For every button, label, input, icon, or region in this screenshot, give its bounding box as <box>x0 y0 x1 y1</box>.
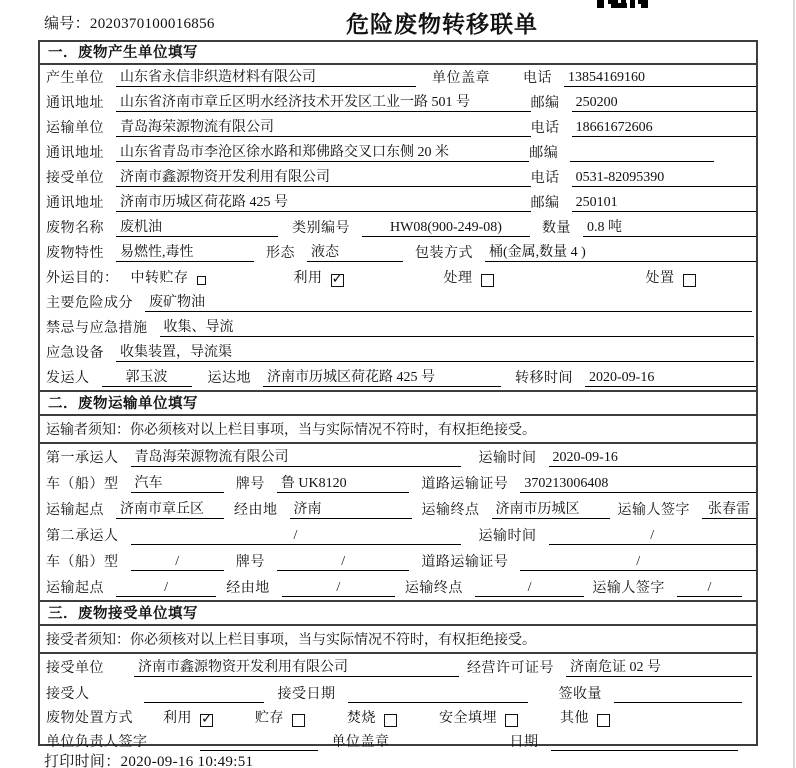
quantity-label: 数量 <box>542 221 571 236</box>
packing-label: 包装方式 <box>415 246 473 261</box>
producer-value: 山东省永信非织造材料有限公司 <box>116 69 416 87</box>
origin2-value: / <box>116 579 216 597</box>
quantity-value: 0.8 吨 <box>583 219 756 237</box>
waste-traits-label: 废物特性 <box>46 246 104 261</box>
serial-number-line <box>44 12 215 33</box>
transporter-value: 青岛海荣源物流有限公司 <box>116 119 531 137</box>
sign1-label: 运输人签字 <box>617 503 690 518</box>
receiver-value: 济南市鑫源物资开发利用有限公司 <box>116 169 531 187</box>
end1-value: 济南市历城区 <box>492 501 610 519</box>
section3-header: 三．废物接受单位填写 <box>40 600 756 626</box>
transporter-address-label: 通讯地址 <box>46 146 104 161</box>
carrier2-value: / <box>131 527 461 545</box>
recipient-row <box>40 680 756 706</box>
signed-amount-label: 签收量 <box>558 687 602 702</box>
manager-sign-label: 单位负责人签字 <box>46 735 148 750</box>
plate1-label: 牌号 <box>235 477 265 492</box>
disposal-landfill-label: 安全填埋 <box>439 711 497 726</box>
permit-label: 经营许可证号 <box>467 661 554 676</box>
disposal-store-label: 贮存 <box>255 711 284 726</box>
unit-seal-label: 单位盖章 <box>432 71 490 86</box>
equipment-row <box>40 340 756 365</box>
transporter-notice-row <box>40 416 756 444</box>
disposal-use-checkbox <box>200 714 213 727</box>
form-value: 液态 <box>307 244 403 262</box>
taboo-label: 禁忌与应急措施 <box>46 321 148 336</box>
disposal-landfill-checkbox <box>505 714 518 727</box>
disposal-burn-checkbox <box>384 714 397 727</box>
vehicle2-value: / <box>131 553 224 571</box>
vehicle1-value: 汽车 <box>131 475 224 493</box>
waste-name-row <box>40 215 756 240</box>
print-time-line <box>44 750 253 768</box>
disposal-method-row <box>40 706 756 730</box>
purpose-option-dispose-label: 处置 <box>645 271 675 286</box>
road-permit2-label: 道路运输证号 <box>421 555 509 570</box>
section2-header: 二．废物运输单位填写 <box>40 390 756 416</box>
carrier2-time-value: / <box>549 527 757 545</box>
road-permit1-label: 道路运输证号 <box>421 477 509 492</box>
equipment-label: 应急设备 <box>46 346 104 361</box>
receiver-notice-text: 接受者须知：你必须核对以上栏目事项，当与实际情况不符时，有权拒绝接受。 <box>46 633 536 648</box>
sign-date-label: 日期 <box>509 735 539 750</box>
receiver-zip-value: 250101 <box>572 194 756 212</box>
page-edge-divider <box>793 0 795 768</box>
destination-label: 运达地 <box>207 371 251 386</box>
origin1-value: 济南市章丘区 <box>116 501 224 519</box>
sign-date-value <box>551 734 739 751</box>
page-title: 危险废物转移联单 <box>346 12 538 37</box>
accepting-unit-value: 济南市鑫源物资开发利用有限公司 <box>134 659 459 677</box>
purpose-transfer-checkbox <box>197 276 206 285</box>
carrier2-row <box>40 522 756 548</box>
producer-zip-value: 250200 <box>572 94 756 112</box>
carrier2-time-label: 运输时间 <box>478 529 537 544</box>
receiver-row <box>40 165 756 190</box>
transporter-phone-label: 电话 <box>530 121 560 136</box>
producer-address-label: 通讯地址 <box>46 96 104 111</box>
recipient-value <box>144 686 264 703</box>
transporter-label: 运输单位 <box>46 121 104 136</box>
accepting-unit-row <box>40 654 756 680</box>
receiver-address-value: 济南市历城区荷花路 425 号 <box>116 194 531 212</box>
receiver-label: 接受单位 <box>46 171 104 186</box>
purpose-label: 外运目的： <box>46 271 119 286</box>
receiver-phone-value: 0531-82095390 <box>572 169 756 187</box>
receiver-zip-label: 邮编 <box>530 196 560 211</box>
vehicle1-row <box>40 470 756 496</box>
carrier1-value: 青岛海荣源物流有限公司 <box>131 449 461 467</box>
qr-code-fragment-icon <box>597 0 649 9</box>
producer-row <box>40 65 756 90</box>
producer-zip-label: 邮编 <box>530 96 560 111</box>
road-permit1-value: 370213006408 <box>520 475 756 493</box>
waste-name-value: 废机油 <box>116 219 278 237</box>
transporter-row <box>40 115 756 140</box>
producer-label: 产生单位 <box>46 71 104 86</box>
hazard-label: 主要危险成分 <box>46 296 133 311</box>
via2-value: / <box>282 579 395 597</box>
transfer-time-value: 2020-09-16 <box>585 369 756 387</box>
waste-name-label: 废物名称 <box>46 221 104 236</box>
via2-label: 经由地 <box>226 581 270 596</box>
purpose-use-checkbox <box>331 274 344 287</box>
vehicle2-label: 车（船）型 <box>46 555 119 570</box>
via1-label: 经由地 <box>234 503 278 518</box>
transfer-time-label: 转移时间 <box>515 371 573 386</box>
purpose-option-use-label: 利用 <box>293 271 323 286</box>
disposal-store-checkbox <box>292 714 305 727</box>
unit-seal-label-2: 单位盖章 <box>331 735 390 750</box>
disposal-other-label: 其他 <box>560 711 589 726</box>
receiver-phone-label: 电话 <box>530 171 560 186</box>
accept-date-value <box>348 686 528 703</box>
disposal-other-checkbox <box>597 714 610 727</box>
end2-label: 运输终点 <box>404 581 463 596</box>
recipient-label: 接受人 <box>46 687 90 702</box>
equipment-value: 收集装置，导流渠 <box>116 344 754 362</box>
carrier1-time-value: 2020-09-16 <box>549 449 757 467</box>
receiver-address-row <box>40 190 756 215</box>
plate2-value: / <box>277 553 410 571</box>
transporter-address-value: 山东省青岛市李沧区徐水路和郑佛路交叉口东侧 20 米 <box>116 144 529 162</box>
form-label: 形态 <box>266 246 295 261</box>
serial-value: 2020370100016856 <box>89 16 215 32</box>
transporter-address-row <box>40 140 756 165</box>
category-value: HW08(900-249-08) <box>362 219 530 237</box>
producer-address-row <box>40 90 756 115</box>
shipper-value: 郭玉波 <box>102 369 192 387</box>
signed-amount-value <box>614 686 742 703</box>
carrier2-label: 第二承运人 <box>46 529 119 544</box>
producer-phone-label: 电话 <box>523 71 552 86</box>
hazard-row <box>40 290 756 315</box>
waste-traits-value: 易燃性,毒性 <box>116 244 254 262</box>
purpose-row <box>40 265 756 290</box>
section1-header: 一．废物产生单位填写 <box>40 42 756 65</box>
taboo-value: 收集、导流 <box>160 319 755 337</box>
purpose-option-treat-label: 处理 <box>443 271 473 286</box>
transporter-notice-text: 运输者须知：你必须核对以上栏目事项，当与实际情况不符时，有权拒绝接受。 <box>46 423 536 438</box>
packing-value: 桶(金属,数量 4 ) <box>485 244 756 262</box>
transporter-zip-label: 邮编 <box>529 146 559 161</box>
vehicle2-row <box>40 548 756 574</box>
receiver-notice-row <box>40 626 756 654</box>
route2-row <box>40 574 756 600</box>
transporter-phone-value: 18661672606 <box>572 119 756 137</box>
accept-date-label: 接受日期 <box>277 687 336 702</box>
category-label: 类别编号 <box>292 221 350 236</box>
purpose-treat-checkbox <box>481 274 494 287</box>
origin2-label: 运输起点 <box>46 581 104 596</box>
via1-value: 济南 <box>290 501 412 519</box>
carrier1-time-label: 运输时间 <box>478 451 537 466</box>
route1-row <box>40 496 756 522</box>
disposal-use-label: 利用 <box>163 711 192 726</box>
shipper-row <box>40 365 756 390</box>
sign2-label: 运输人签字 <box>592 581 665 596</box>
producer-phone-value: 13854169160 <box>564 69 756 87</box>
hazard-value: 废矿物油 <box>145 294 752 312</box>
print-time-value: 2020-09-16 10:49:51 <box>120 754 254 768</box>
origin1-label: 运输起点 <box>46 503 104 518</box>
sign2-value: / <box>677 579 742 597</box>
print-time-label: 打印时间： <box>44 754 121 768</box>
destination-value: 济南市历城区荷花路 425 号 <box>263 369 501 387</box>
disposal-burn-label: 焚烧 <box>347 711 376 726</box>
disposal-method-label: 废物处置方式 <box>46 711 133 726</box>
producer-address-value: 山东省济南市章丘区明水经济技术开发区工业一路 501 号 <box>116 94 531 112</box>
purpose-dispose-checkbox <box>683 274 696 287</box>
taboo-row <box>40 315 756 340</box>
transporter-zip-value <box>570 145 714 162</box>
waste-traits-row <box>40 240 756 265</box>
manifest-form <box>38 40 758 750</box>
shipper-label: 发运人 <box>46 371 90 386</box>
purpose-option-transfer-label: 中转贮存 <box>130 271 189 286</box>
serial-label: 编号： <box>44 16 90 32</box>
manager-sign-value <box>200 734 318 751</box>
carrier1-label: 第一承运人 <box>46 451 119 466</box>
vehicle1-label: 车（船）型 <box>46 477 119 492</box>
end1-label: 运输终点 <box>421 503 480 518</box>
accepting-unit-label: 接受单位 <box>46 661 104 676</box>
permit-value: 济南危证 02 号 <box>566 659 752 677</box>
carrier1-row <box>40 444 756 470</box>
plate2-label: 牌号 <box>235 555 265 570</box>
plate1-value: 鲁 UK8120 <box>277 475 410 493</box>
road-permit2-value: / <box>520 553 756 571</box>
sign1-value: 张春雷 <box>702 501 756 519</box>
receiver-address-label: 通讯地址 <box>46 196 104 211</box>
end2-value: / <box>475 579 584 597</box>
